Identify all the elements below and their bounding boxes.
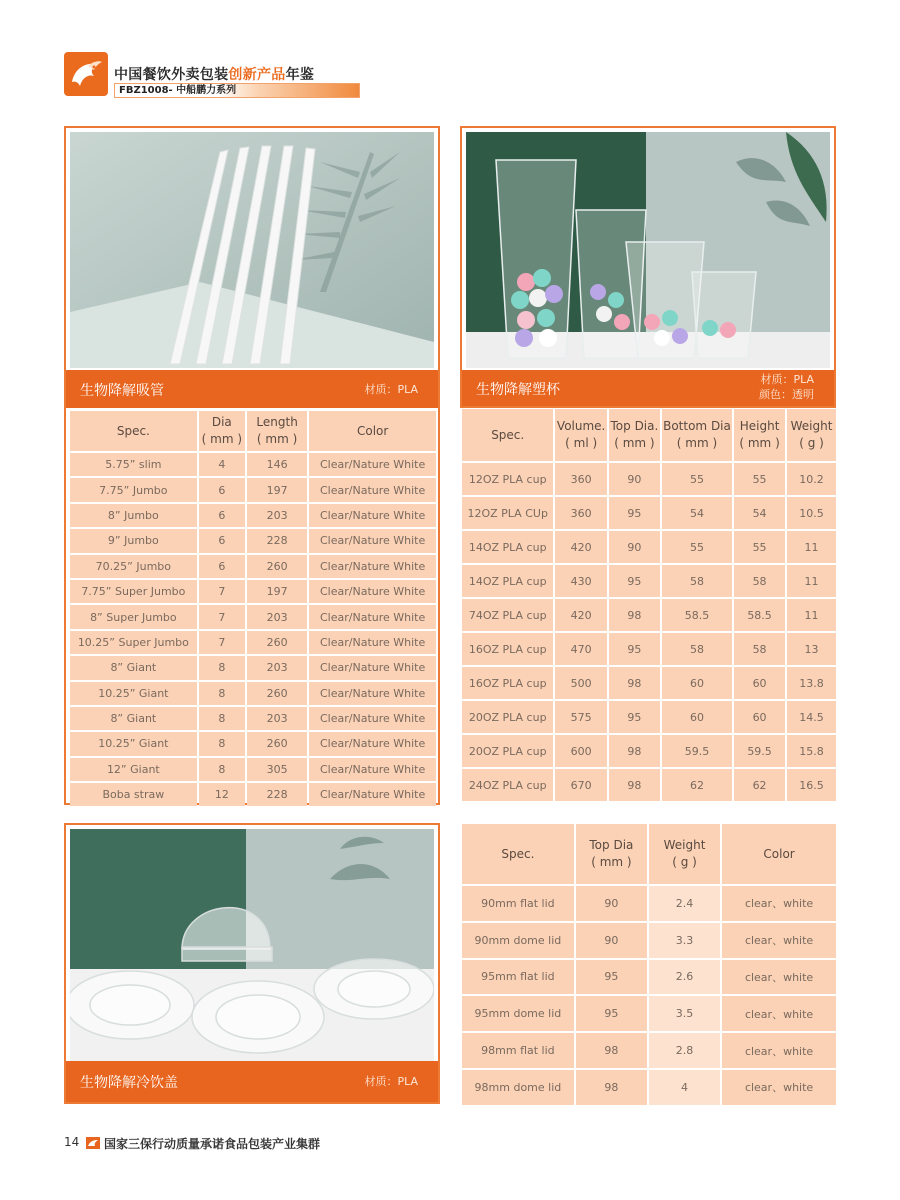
straws-cell: 228 — [247, 783, 307, 806]
straws-cell: 9” Jumbo — [70, 529, 197, 552]
cups-cell: 500 — [555, 667, 607, 699]
cups-cell: 420 — [555, 531, 607, 563]
lids-cell: 90 — [576, 886, 647, 921]
cups-cell: 58 — [662, 633, 732, 665]
lids-header-cell: Top Dia ( mm ) — [576, 824, 647, 884]
cups-cell: 670 — [555, 769, 607, 801]
lids-cell: 2.4 — [649, 886, 720, 921]
straws-cell: 8 — [199, 732, 245, 755]
straws-cell: 260 — [247, 682, 307, 705]
lids-cell: clear、white — [722, 996, 836, 1031]
table-row — [70, 631, 436, 654]
table-row — [462, 1070, 836, 1105]
cups-cell: 14OZ PLA cup — [462, 565, 553, 597]
cups-color: 颜色：透明 — [759, 388, 814, 401]
cups-title: 生物降解塑杯 — [476, 382, 560, 398]
lids-cell: 3.5 — [649, 996, 720, 1031]
cups-cell: 74OZ PLA cup — [462, 599, 553, 631]
table-row — [462, 960, 836, 995]
straws-cell: 146 — [247, 453, 307, 476]
table-row — [70, 453, 436, 476]
cups-cell: 20OZ PLA cup — [462, 735, 553, 767]
lids-cell: 90 — [576, 923, 647, 958]
cups-cell: 10.5 — [787, 497, 836, 529]
table-row — [70, 605, 436, 628]
straws-cell: Clear/Nature White — [309, 631, 436, 654]
straws-cell: Boba straw — [70, 783, 197, 806]
cups-cell: 55 — [662, 531, 732, 563]
straws-cell: Clear/Nature White — [309, 478, 436, 501]
table-row — [462, 531, 836, 563]
straws-header-cell: Dia ( mm ) — [199, 411, 245, 451]
cups-cell: 98 — [609, 735, 660, 767]
straws-panel — [64, 126, 440, 805]
table-row — [70, 758, 436, 781]
cups-cell: 11 — [787, 599, 836, 631]
brand-logo-icon — [64, 52, 108, 96]
cups-cell: 20OZ PLA cup — [462, 701, 553, 733]
cups-cell: 360 — [555, 463, 607, 495]
table-row — [462, 701, 836, 733]
table-row — [462, 565, 836, 597]
table-row — [70, 555, 436, 578]
cups-cell: 600 — [555, 735, 607, 767]
straws-cell: 228 — [247, 529, 307, 552]
lids-cell: 98 — [576, 1070, 647, 1105]
cups-cell: 16.5 — [787, 769, 836, 801]
cups-cell: 16OZ PLA cup — [462, 633, 553, 665]
cups-cell: 14OZ PLA cup — [462, 531, 553, 563]
cups-cell: 13.8 — [787, 667, 836, 699]
table-row — [462, 769, 836, 801]
cups-spec-table — [460, 407, 838, 803]
lids-cell: clear、white — [722, 886, 836, 921]
cups-cell: 420 — [555, 599, 607, 631]
straws-cell: 260 — [247, 732, 307, 755]
cups-cell: 55 — [734, 531, 785, 563]
straws-cell: 10.25” Giant — [70, 732, 197, 755]
table-row — [462, 996, 836, 1031]
straws-cell: 260 — [247, 631, 307, 654]
straws-header-cell: Color — [309, 411, 436, 451]
cups-title-bar — [462, 370, 834, 406]
straws-cell: Clear/Nature White — [309, 580, 436, 603]
straws-cell: 12” Giant — [70, 758, 197, 781]
cups-cell: 62 — [734, 769, 785, 801]
cups-cell: 55 — [734, 463, 785, 495]
page-number: 14 — [64, 1135, 80, 1149]
table-row — [70, 529, 436, 552]
straws-cell: 8 — [199, 656, 245, 679]
lids-cell: 2.6 — [649, 960, 720, 995]
table-row — [462, 735, 836, 767]
lids-cell: 95mm dome lid — [462, 996, 574, 1031]
table-row — [70, 732, 436, 755]
cups-cell: 98 — [609, 667, 660, 699]
straws-cell: 6 — [199, 555, 245, 578]
straws-cell: 8” Giant — [70, 707, 197, 730]
straws-cell: 8 — [199, 707, 245, 730]
series-bar — [114, 83, 360, 98]
lids-cell: clear、white — [722, 960, 836, 995]
table-row — [70, 707, 436, 730]
straws-cell: Clear/Nature White — [309, 605, 436, 628]
cups-cell: 54 — [662, 497, 732, 529]
straws-header-cell: Spec. — [70, 411, 197, 451]
cups-cell: 430 — [555, 565, 607, 597]
cups-cell: 62 — [662, 769, 732, 801]
lids-cell: 98mm flat lid — [462, 1033, 574, 1068]
straws-header-row — [70, 411, 436, 451]
cups-cell: 59.5 — [662, 735, 732, 767]
straws-cell: Clear/Nature White — [309, 453, 436, 476]
cups-cell: 15.8 — [787, 735, 836, 767]
cups-header-cell: Volume. ( ml ) — [555, 409, 607, 461]
cups-cell: 60 — [734, 667, 785, 699]
table-row — [462, 463, 836, 495]
cups-cell: 16OZ PLA cup — [462, 667, 553, 699]
cups-cell: 95 — [609, 633, 660, 665]
straws-title: 生物降解吸管 — [80, 383, 164, 399]
table-row — [462, 633, 836, 665]
straws-cell: 260 — [247, 555, 307, 578]
table-row — [70, 478, 436, 501]
straws-cell: 6 — [199, 478, 245, 501]
cups-header-cell: Top Dia. ( mm ) — [609, 409, 660, 461]
cups-cell: 58.5 — [662, 599, 732, 631]
cups-cell: 58.5 — [734, 599, 785, 631]
lids-cell: 90mm dome lid — [462, 923, 574, 958]
lids-header-row — [462, 824, 836, 884]
cups-cell: 12OZ PLA CUp — [462, 497, 553, 529]
cups-cell: 60 — [734, 701, 785, 733]
straws-cell: 197 — [247, 478, 307, 501]
straws-cell: 203 — [247, 656, 307, 679]
cups-cell: 10.2 — [787, 463, 836, 495]
table-row — [70, 656, 436, 679]
straws-cell: Clear/Nature White — [309, 555, 436, 578]
table-row — [462, 599, 836, 631]
straws-cell: Clear/Nature White — [309, 529, 436, 552]
cups-cell: 12OZ PLA cup — [462, 463, 553, 495]
straws-photo — [70, 132, 434, 368]
straws-material: 材质：PLA — [364, 383, 418, 396]
cups-cell: 58 — [734, 633, 785, 665]
lids-title-bar — [66, 1061, 438, 1102]
straws-cell: 12 — [199, 783, 245, 806]
lids-cell: 95mm flat lid — [462, 960, 574, 995]
cups-cell: 470 — [555, 633, 607, 665]
straws-cell: 8” Jumbo — [70, 504, 197, 527]
straws-cell: 203 — [247, 707, 307, 730]
straws-cell: 203 — [247, 605, 307, 628]
lids-photo — [70, 829, 434, 1061]
cups-cell: 95 — [609, 565, 660, 597]
straws-header-cell: Length ( mm ) — [247, 411, 307, 451]
straws-cell: 7.75” Super Jumbo — [70, 580, 197, 603]
straws-cell: Clear/Nature White — [309, 783, 436, 806]
table-row — [462, 923, 836, 958]
lids-cell: clear、white — [722, 1033, 836, 1068]
straws-cell: 10.25” Super Jumbo — [70, 631, 197, 654]
straws-cell: Clear/Nature White — [309, 682, 436, 705]
straws-cell: 8 — [199, 682, 245, 705]
straws-cell: 7.75” Jumbo — [70, 478, 197, 501]
table-row — [462, 1033, 836, 1068]
cups-cell: 13 — [787, 633, 836, 665]
brand-mark-icon — [86, 1137, 100, 1149]
cups-header-cell: Bottom Dia ( mm ) — [662, 409, 732, 461]
cups-header-cell: Weight ( g ) — [787, 409, 836, 461]
cups-cell: 95 — [609, 701, 660, 733]
lids-header-cell: Color — [722, 824, 836, 884]
cups-cell: 55 — [662, 463, 732, 495]
cups-cell: 60 — [662, 667, 732, 699]
straws-cell: Clear/Nature White — [309, 758, 436, 781]
cups-cell: 360 — [555, 497, 607, 529]
cups-cell: 11 — [787, 531, 836, 563]
page-header — [64, 52, 364, 98]
lids-cell: 90mm flat lid — [462, 886, 574, 921]
straws-cell: 7 — [199, 605, 245, 628]
cups-panel — [460, 126, 836, 408]
straws-cell: 6 — [199, 504, 245, 527]
cups-cell: 11 — [787, 565, 836, 597]
table-row — [70, 504, 436, 527]
straws-cell: Clear/Nature White — [309, 707, 436, 730]
table-row — [70, 682, 436, 705]
cups-cell: 58 — [734, 565, 785, 597]
lids-cell: 98mm dome lid — [462, 1070, 574, 1105]
straws-cell: 8 — [199, 758, 245, 781]
straws-cell: Clear/Nature White — [309, 732, 436, 755]
straws-cell: 5.75” slim — [70, 453, 197, 476]
yearbook-title: 中国餐饮外卖包装创新产品年鉴 — [114, 67, 315, 83]
table-row — [70, 580, 436, 603]
lids-cell: 95 — [576, 996, 647, 1031]
lids-spec-table — [460, 822, 838, 1107]
straws-cell: 305 — [247, 758, 307, 781]
straws-cell: 7 — [199, 580, 245, 603]
straws-cell: 8” Giant — [70, 656, 197, 679]
straws-cell: Clear/Nature White — [309, 504, 436, 527]
cups-cell: 95 — [609, 497, 660, 529]
lids-cell: 2.8 — [649, 1033, 720, 1068]
table-row — [462, 497, 836, 529]
lids-cell: 95 — [576, 960, 647, 995]
cups-cell: 575 — [555, 701, 607, 733]
cups-cell: 24OZ PLA cup — [462, 769, 553, 801]
straws-spec-table — [68, 409, 438, 808]
table-row — [462, 667, 836, 699]
lids-cell: clear、white — [722, 1070, 836, 1105]
cups-cell: 58 — [662, 565, 732, 597]
straws-cell: 70.25” Jumbo — [70, 555, 197, 578]
cups-header-cell: Spec. — [462, 409, 553, 461]
lids-panel — [64, 823, 440, 1104]
lids-header-cell: Weight ( g ) — [649, 824, 720, 884]
lids-cell: 3.3 — [649, 923, 720, 958]
cups-cell: 90 — [609, 463, 660, 495]
straws-cell: 6 — [199, 529, 245, 552]
cups-cell: 98 — [609, 599, 660, 631]
cups-cell: 90 — [609, 531, 660, 563]
cups-photo — [466, 132, 830, 368]
straws-cell: 7 — [199, 631, 245, 654]
cups-header-cell: Height ( mm ) — [734, 409, 785, 461]
straws-cell: 8” Super Jumbo — [70, 605, 197, 628]
cups-cell: 98 — [609, 769, 660, 801]
lids-cell: 4 — [649, 1070, 720, 1105]
lids-header-cell: Spec. — [462, 824, 574, 884]
lids-cell: clear、white — [722, 923, 836, 958]
cups-header-row — [462, 409, 836, 461]
straws-cell: Clear/Nature White — [309, 656, 436, 679]
table-row — [70, 783, 436, 806]
lids-title: 生物降解冷饮盖 — [80, 1075, 178, 1091]
cups-cell: 60 — [662, 701, 732, 733]
straws-cell: 197 — [247, 580, 307, 603]
straws-title-bar — [66, 370, 438, 408]
straws-cell: 4 — [199, 453, 245, 476]
lids-cell: 98 — [576, 1033, 647, 1068]
straws-cell: 203 — [247, 504, 307, 527]
footer-text: 国家三保行动质量承诺食品包装产业集群 — [104, 1137, 321, 1151]
lids-material: 材质：PLA — [364, 1075, 418, 1088]
straws-cell: 10.25” Giant — [70, 682, 197, 705]
cups-cell: 54 — [734, 497, 785, 529]
cups-material: 材质：PLA — [760, 373, 814, 386]
table-row — [462, 886, 836, 921]
cups-cell: 59.5 — [734, 735, 785, 767]
cups-cell: 14.5 — [787, 701, 836, 733]
series-subtitle: FBZ1008- 中船鹏力系列 — [119, 85, 237, 96]
